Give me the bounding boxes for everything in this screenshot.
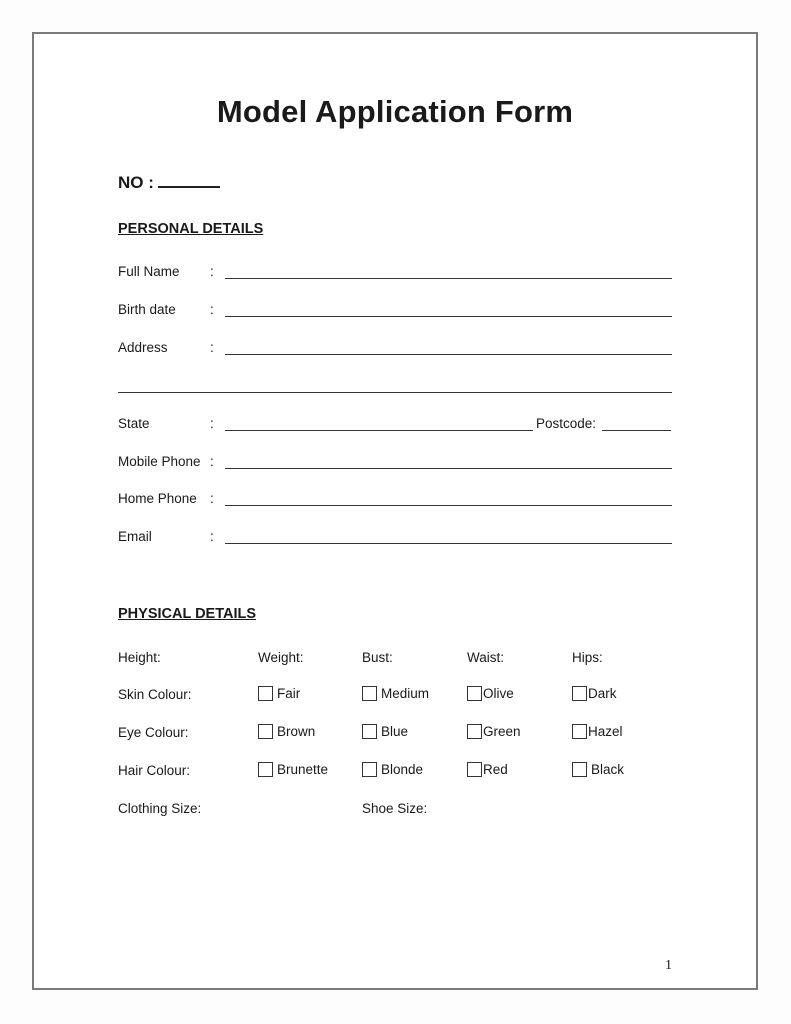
home-phone-field[interactable] [225, 505, 672, 506]
checkbox[interactable] [467, 686, 482, 701]
skin-option-olive[interactable]: Olive [467, 686, 514, 701]
hips-label: Hips: [572, 650, 603, 665]
form-number-label: NO : [118, 173, 154, 192]
form-number-field[interactable] [158, 172, 220, 188]
mobile-phone-colon: : [210, 454, 214, 469]
skin-option-fair[interactable]: Fair [258, 686, 300, 701]
clothing-size-label: Clothing Size: [118, 801, 202, 816]
eye-colour-label: Eye Colour: [118, 725, 189, 740]
address-colon: : [210, 340, 214, 355]
checkbox[interactable] [362, 686, 377, 701]
state-colon: : [210, 416, 214, 431]
birth-date-label: Birth date [118, 302, 176, 317]
page-number: 1 [665, 958, 672, 973]
checkbox[interactable] [362, 724, 377, 739]
waist-label: Waist: [467, 650, 504, 665]
address-field-line-1[interactable] [225, 354, 672, 355]
form-page [32, 32, 758, 990]
bust-label: Bust: [362, 650, 393, 665]
checkbox[interactable] [258, 762, 273, 777]
state-field[interactable] [225, 430, 533, 431]
physical-details-heading: PHYSICAL DETAILS [118, 606, 257, 622]
mobile-phone-field[interactable] [225, 468, 672, 469]
birth-date-field[interactable] [225, 316, 672, 317]
weight-label: Weight: [258, 650, 304, 665]
email-field[interactable] [225, 543, 672, 544]
eye-option-blue[interactable]: Blue [362, 724, 408, 739]
full-name-label: Full Name [118, 264, 180, 279]
postcode-field[interactable] [602, 430, 671, 431]
eye-option-hazel[interactable]: Hazel [572, 724, 623, 739]
full-name-colon: : [210, 264, 214, 279]
email-label: Email [118, 529, 152, 544]
email-colon: : [210, 529, 214, 544]
hair-option-black[interactable]: Black [572, 762, 624, 777]
hair-colour-label: Hair Colour: [118, 763, 191, 778]
checkbox[interactable] [467, 724, 482, 739]
home-phone-label: Home Phone [118, 491, 197, 506]
hair-option-brunette[interactable]: Brunette [258, 762, 328, 777]
skin-option-dark[interactable]: Dark [572, 686, 617, 701]
eye-option-brown[interactable]: Brown [258, 724, 315, 739]
checkbox[interactable] [572, 724, 587, 739]
checkbox[interactable] [572, 762, 587, 777]
hair-option-blonde[interactable]: Blonde [362, 762, 423, 777]
skin-colour-label: Skin Colour: [118, 687, 192, 702]
address-field-line-2[interactable] [118, 392, 672, 393]
checkbox[interactable] [467, 762, 482, 777]
eye-option-green[interactable]: Green [467, 724, 521, 739]
shoe-size-label: Shoe Size: [362, 801, 428, 816]
birth-date-colon: : [210, 302, 214, 317]
address-label: Address [118, 340, 168, 355]
postcode-label: Postcode: [536, 416, 597, 431]
checkbox[interactable] [362, 762, 377, 777]
height-label: Height: [118, 650, 161, 665]
form-number [118, 172, 220, 193]
skin-option-medium[interactable]: Medium [362, 686, 429, 701]
hair-option-red[interactable]: Red [467, 762, 508, 777]
checkbox[interactable] [258, 724, 273, 739]
mobile-phone-label: Mobile Phone [118, 454, 201, 469]
full-name-field[interactable] [225, 278, 672, 279]
form-title: Model Application Form [216, 94, 574, 129]
home-phone-colon: : [210, 491, 214, 506]
personal-details-heading: PERSONAL DETAILS [118, 221, 264, 237]
checkbox[interactable] [572, 686, 587, 701]
checkbox[interactable] [258, 686, 273, 701]
state-label: State [118, 416, 150, 431]
